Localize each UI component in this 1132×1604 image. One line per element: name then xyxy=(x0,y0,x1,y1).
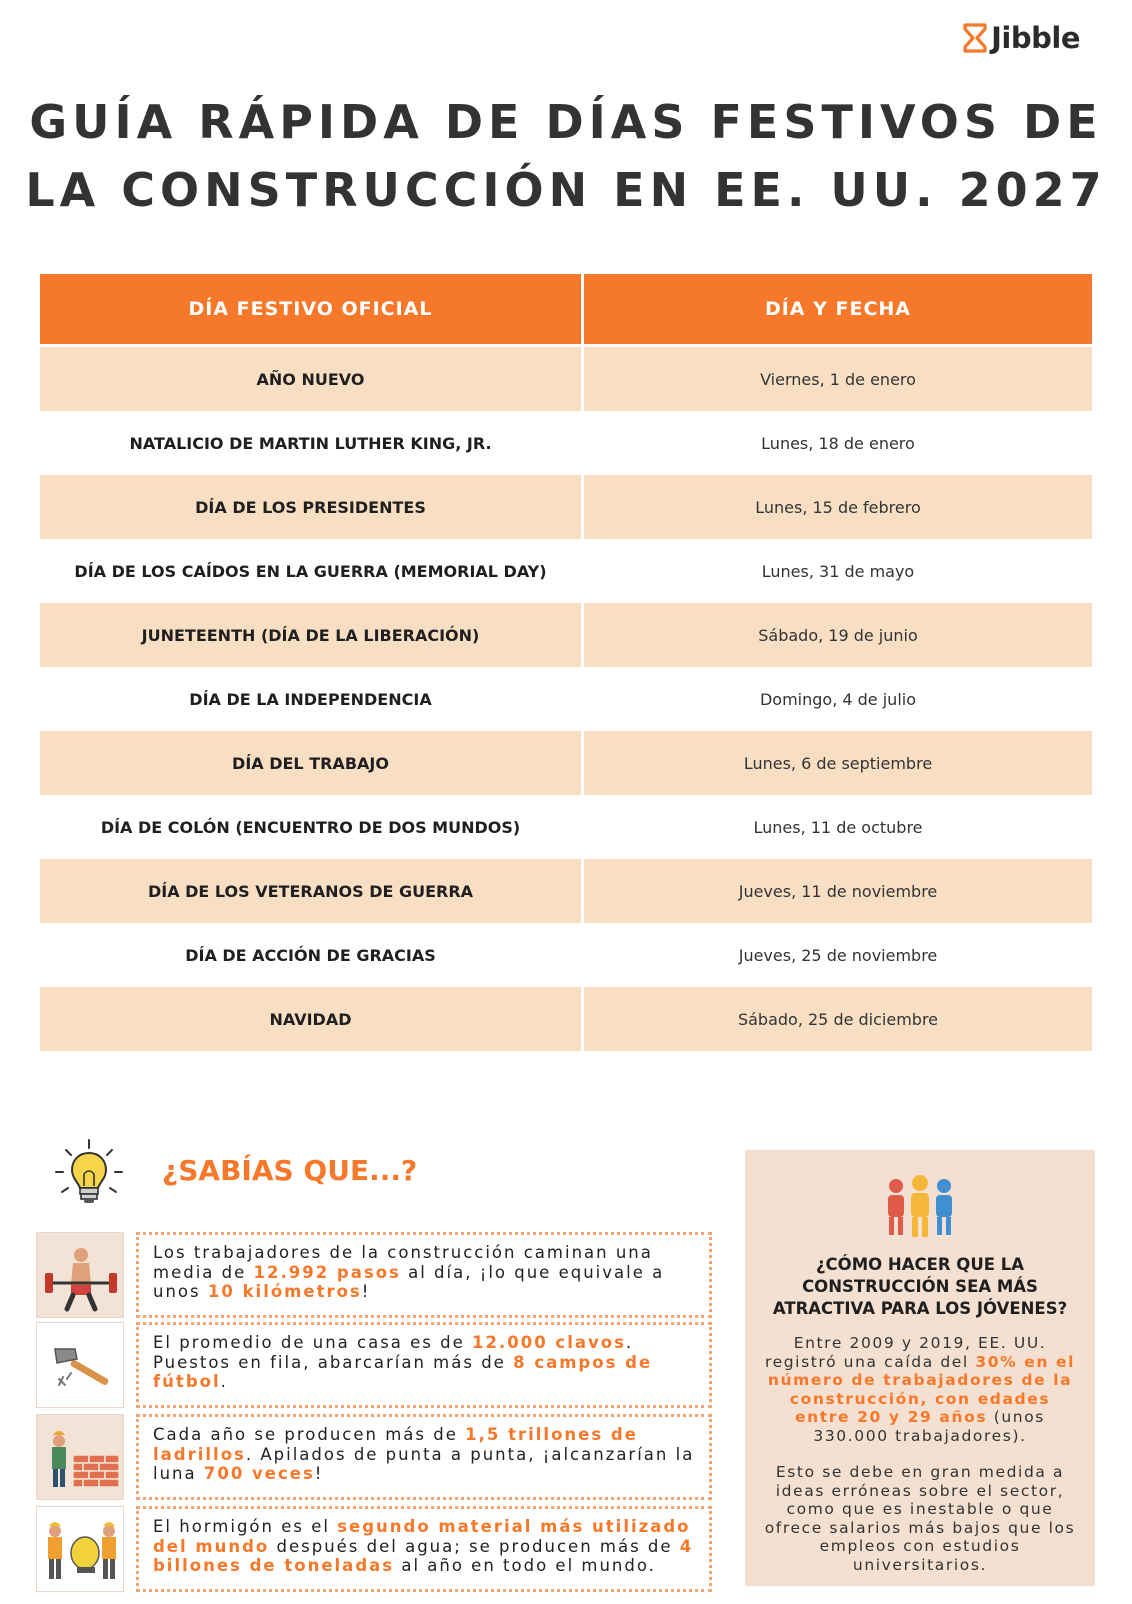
table-row xyxy=(40,731,1092,795)
date-cell: Jueves, 11 de noviembre xyxy=(584,859,1092,923)
date-cell: Jueves, 25 de noviembre xyxy=(738,945,938,965)
date-cell: Lunes, 31 de mayo xyxy=(761,561,915,581)
holiday-cell: DÍA DE LOS PRESIDENTES xyxy=(40,475,581,539)
fact-text-box xyxy=(136,1232,712,1318)
date-cell: Sábado, 19 de junio xyxy=(584,603,1092,667)
bricklayer-icon xyxy=(37,1415,124,1500)
holiday-cell: DÍA DE LOS CAÍDOS EN LA GUERRA (MEMORIAL DAY) xyxy=(74,561,547,581)
fact-text: al año en todo el mundo. xyxy=(394,1556,656,1575)
fact-highlight: 8 campos de fútbol xyxy=(153,1352,653,1391)
panel-paragraph-1 xyxy=(763,1334,1077,1445)
holiday-cell: NAVIDAD xyxy=(40,987,581,1051)
date-cell: Domingo, 4 de julio xyxy=(759,689,916,709)
table-row xyxy=(40,923,1092,987)
holiday-cell: DÍA DE LOS VETERANOS DE GUERRA xyxy=(40,859,581,923)
table-row xyxy=(40,859,1092,923)
fact-card xyxy=(36,1506,712,1592)
date-cell: Viernes, 1 de enero xyxy=(584,347,1092,411)
header-holiday: DÍA FESTIVO OFICIAL xyxy=(40,274,581,344)
fact-highlight: 700 veces xyxy=(203,1464,315,1483)
people-group-icon xyxy=(880,1174,960,1238)
holiday-cell: AÑO NUEVO xyxy=(40,347,581,411)
fact-highlight: 1,5 trillones de ladrillos xyxy=(153,1425,638,1464)
fact-text: . xyxy=(220,1372,228,1391)
table-row xyxy=(40,603,1092,667)
fact-text: . Puestos en fila, abarcarían más de xyxy=(153,1333,634,1372)
holiday-cell: DÍA DEL TRABAJO xyxy=(40,731,581,795)
did-you-know-title: ¿SABÍAS QUE...? xyxy=(162,1154,418,1187)
fact-image xyxy=(36,1506,124,1592)
fact-card xyxy=(36,1414,712,1500)
panel-text-part: (unos 330.000 trabajadores). xyxy=(813,1408,1045,1445)
fact-highlight: 12.000 clavos xyxy=(472,1333,626,1352)
date-cell: Lunes, 6 de septiembre xyxy=(584,731,1092,795)
fact-image xyxy=(36,1322,124,1408)
panel-highlight: 30% en el número de trabajadores de la construcción, con edades entre 20 y 29 años xyxy=(767,1352,1076,1426)
fact-text: al día, ¡lo que equivale a unos xyxy=(153,1262,665,1301)
fact-text: El promedio de una casa es de xyxy=(153,1333,473,1352)
table-row xyxy=(40,411,1092,475)
fact-text: ! xyxy=(314,1464,324,1483)
table-row xyxy=(40,539,1092,603)
hammer-icon xyxy=(37,1323,124,1408)
fact-text: después del agua; se producen más de xyxy=(269,1536,680,1556)
fact-card xyxy=(36,1322,712,1408)
holiday-cell: DÍA DE LA INDEPENDENCIA xyxy=(189,689,432,709)
logo-text: Jibble xyxy=(991,21,1080,55)
fact-highlight: 4 billones de toneladas xyxy=(153,1536,694,1575)
table-row xyxy=(40,987,1092,1051)
page-title xyxy=(0,88,1132,224)
fact-text: . Apilados de punta a punta, ¡alcanzarían la luna xyxy=(153,1444,695,1483)
holidays-table xyxy=(40,274,1092,1051)
fact-text: Cada año se producen más de xyxy=(153,1425,466,1444)
weightlifter-icon xyxy=(37,1233,124,1318)
panel-text xyxy=(763,1334,1077,1574)
panel-paragraph-2: Esto se debe en gran medida a ideas erróneas sobre el sector, como que es inestable o que ofrece salarios más bajos que los empleos con estudios universitarios. xyxy=(764,1463,1076,1574)
jibble-logo xyxy=(963,18,1080,58)
date-cell: Lunes, 18 de enero xyxy=(761,433,915,453)
table-header-row xyxy=(40,274,1092,344)
date-cell: Lunes, 15 de febrero xyxy=(584,475,1092,539)
holiday-cell: JUNETEENTH (DÍA DE LA LIBERACIÓN) xyxy=(40,603,581,667)
fact-text: Los trabajadores de la construcción caminan una media de xyxy=(153,1243,653,1282)
lightbulb-icon xyxy=(52,1138,126,1212)
page-title-line-1: GUÍA RÁPIDA DE DÍAS FESTIVOS DE xyxy=(29,95,1103,149)
table-row xyxy=(40,347,1092,411)
fact-highlight: 12.992 pasos xyxy=(253,1262,401,1282)
hourglass-logo-icon xyxy=(963,23,987,53)
fact-image xyxy=(36,1414,124,1500)
concrete-mixer-icon xyxy=(37,1507,124,1592)
fact-text: El hormigón es el xyxy=(153,1517,338,1536)
page-title-line-2: LA CONSTRUCCIÓN EN EE. UU. 2027 xyxy=(25,163,1107,217)
date-cell: Sábado, 25 de diciembre xyxy=(584,987,1092,1051)
date-cell: Lunes, 11 de octubre xyxy=(753,817,923,837)
fact-highlight: 10 kilómetros xyxy=(207,1282,362,1301)
fact-text-box xyxy=(136,1506,712,1592)
header-date: DÍA Y FECHA xyxy=(584,274,1092,344)
holiday-cell: NATALICIO DE MARTIN LUTHER KING, JR. xyxy=(129,433,492,453)
holiday-cell: DÍA DE ACCIÓN DE GRACIAS xyxy=(185,945,436,965)
fact-text: ! xyxy=(361,1282,371,1301)
young-workers-panel xyxy=(745,1150,1095,1586)
fact-text-box xyxy=(136,1322,712,1408)
fact-highlight: segundo material más utilizado del mundo xyxy=(153,1517,691,1556)
fact-image xyxy=(36,1232,124,1318)
fact-card xyxy=(36,1232,712,1318)
holiday-cell: DÍA DE COLÓN (ENCUENTRO DE DOS MUNDOS) xyxy=(100,817,521,837)
fact-text-box xyxy=(136,1414,712,1500)
panel-text-part: Entre 2009 y 2019, EE. UU. registró una caída del xyxy=(764,1334,1047,1371)
panel-title: ¿CÓMO HACER QUE LA CONSTRUCCIÓN SEA MÁS ATRACTIVA PARA LOS JÓVENES? xyxy=(772,1255,1068,1318)
table-row xyxy=(40,795,1092,859)
table-row xyxy=(40,667,1092,731)
table-row xyxy=(40,475,1092,539)
